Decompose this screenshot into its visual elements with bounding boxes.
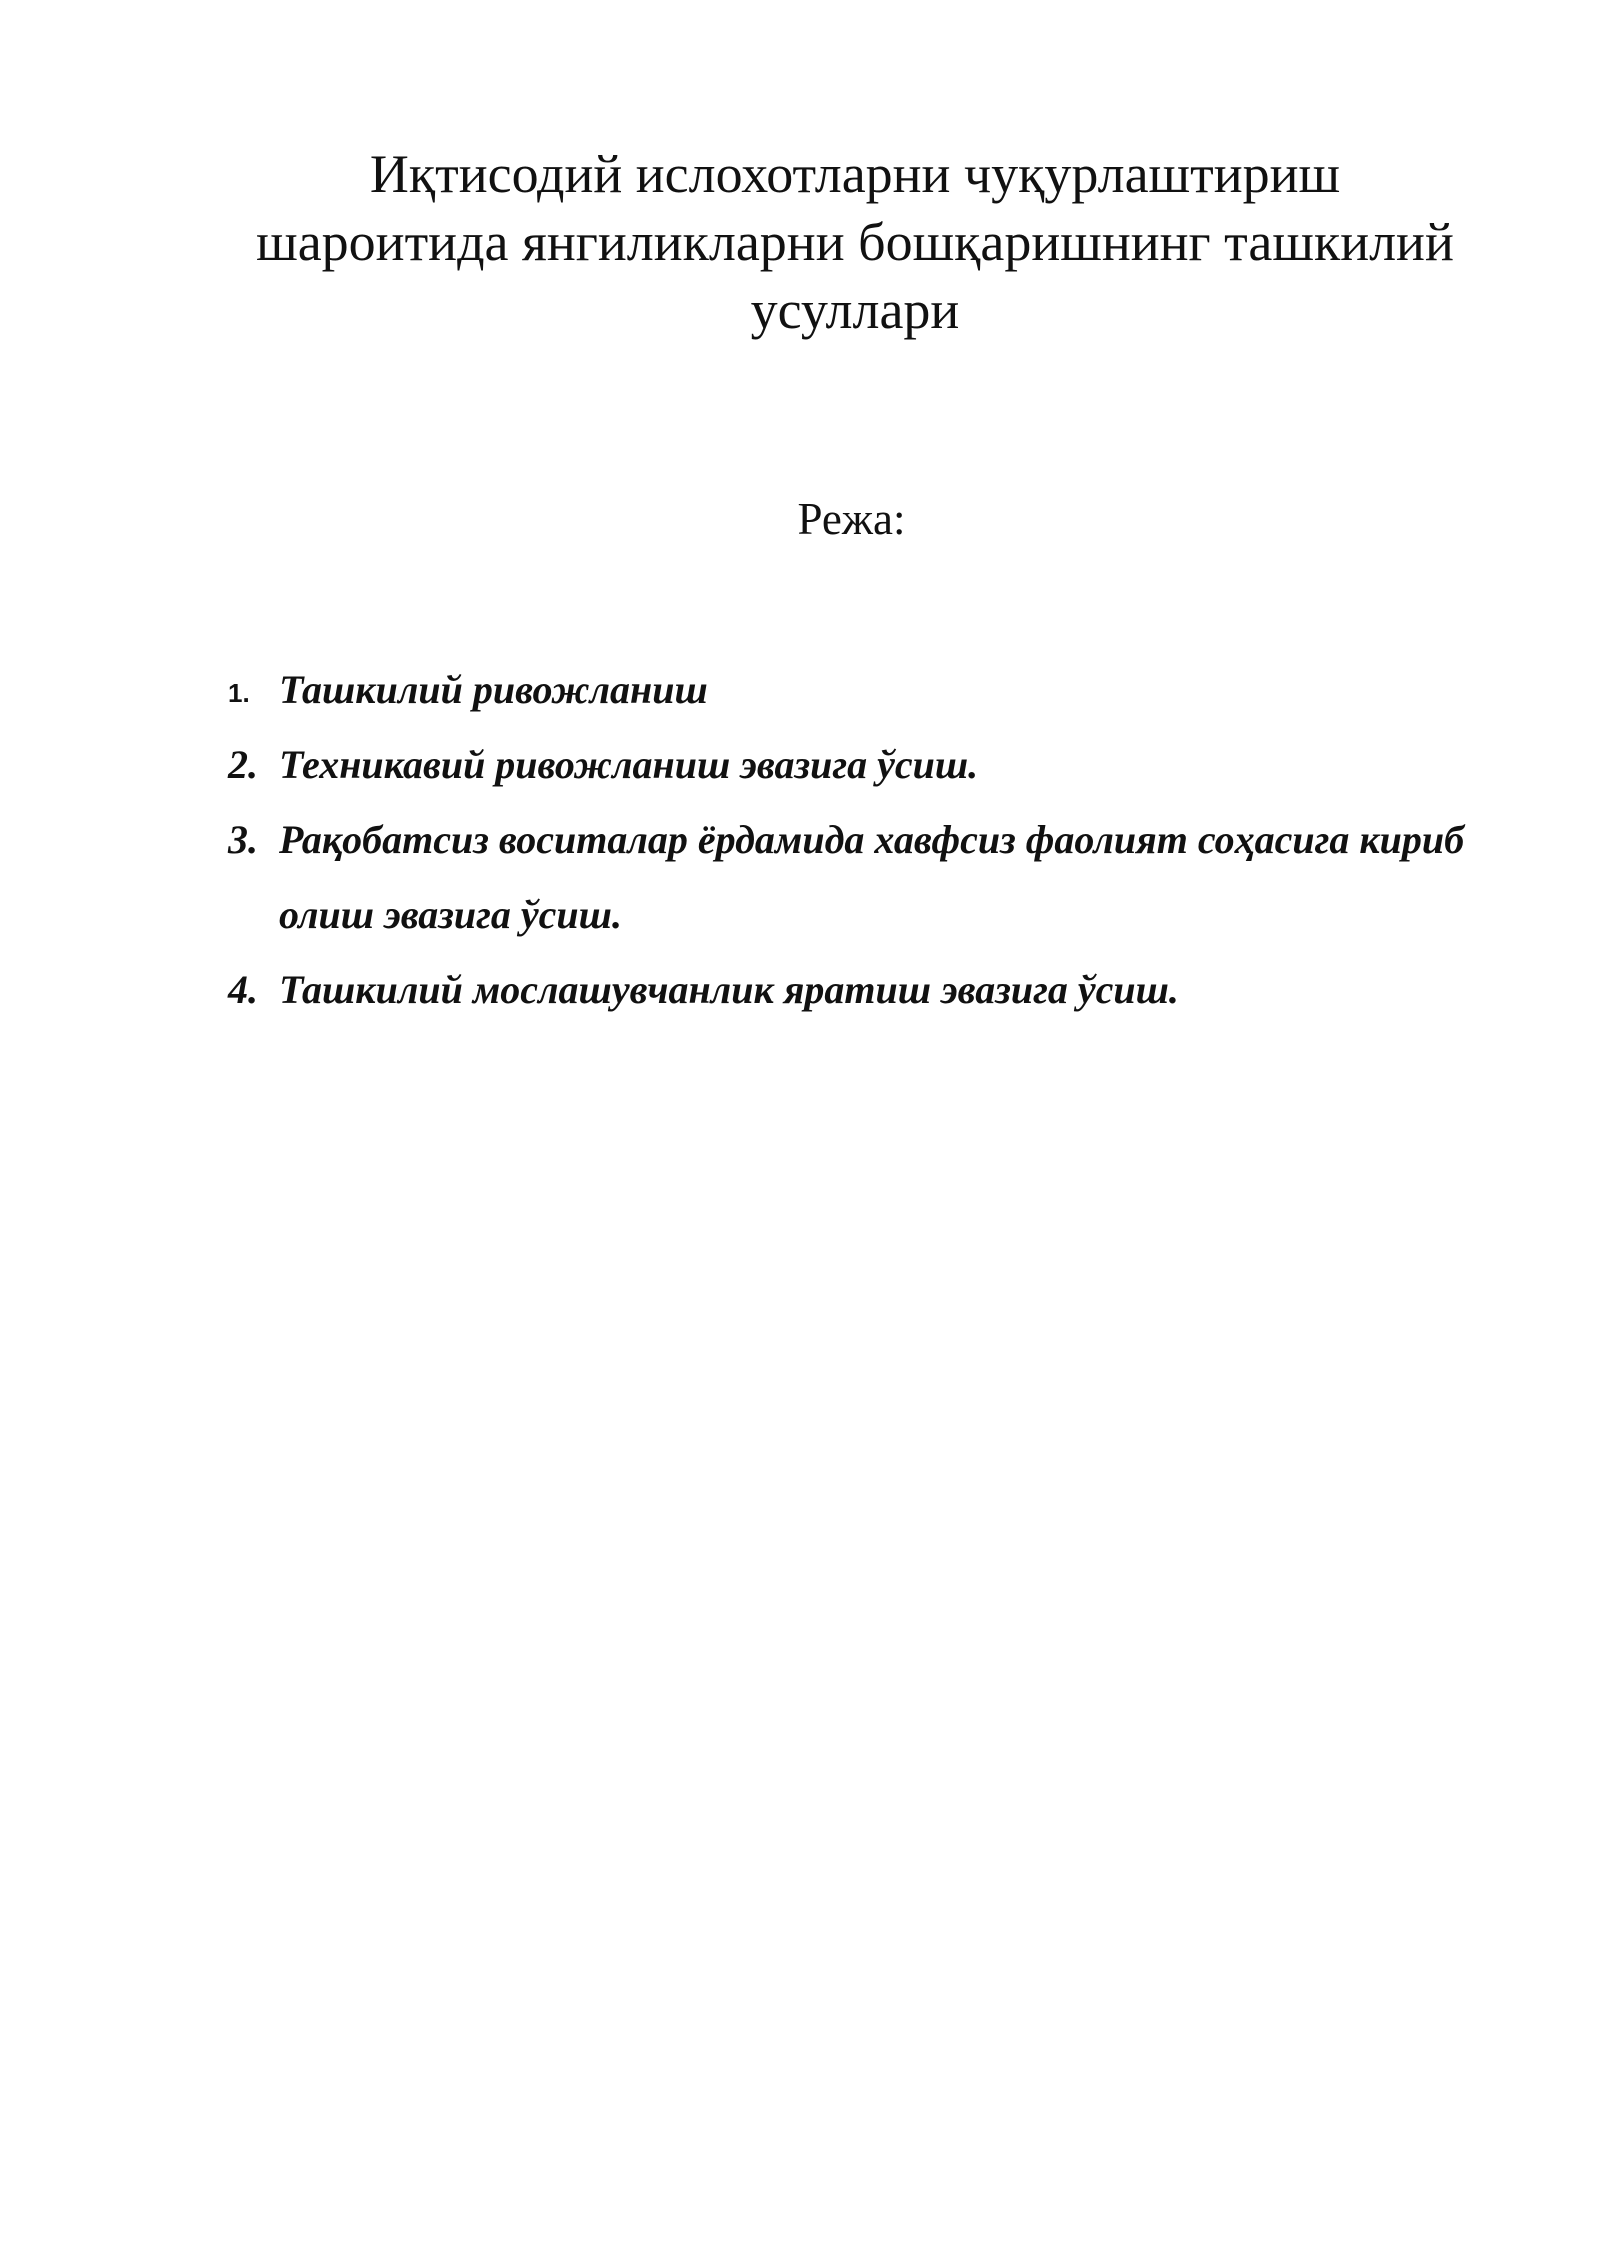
plan-item-3 [228,802,1528,952]
plan-item-number: 4. [228,967,258,1012]
document-title [175,140,1535,344]
title-line-1: Иқтисодий ислохотларни чуқурлаштириш [369,144,1341,204]
plan-item-number: 2. [228,742,258,787]
plan-item-4 [228,952,1528,1027]
title-line-3: усуллари [750,280,960,340]
plan-heading: Режа: [797,494,906,544]
plan-item-1 [228,652,1528,727]
plan-item-text: Рақобатсиз воситалар ёрдамида хавфсиз фаолият соҳасига кириб олиш эвазига ўсиш. [279,817,1465,937]
plan-item-text: Ташкилий мослашувчанлик яратиш эвазига ўсиш. [279,967,1179,1012]
plan-item-2 [228,727,1528,802]
plan-list [228,652,1528,1027]
plan-item-number: 1. [228,678,250,708]
plan-item-text: Техникавий ривожланиш эвазига ўсиш. [279,742,979,787]
plan-item-text: Ташкилий ривожланиш [279,667,708,712]
title-line-2: шароитида янгиликларни бошқаришнинг ташкилий [256,212,1454,272]
plan-item-number: 3. [228,817,258,862]
